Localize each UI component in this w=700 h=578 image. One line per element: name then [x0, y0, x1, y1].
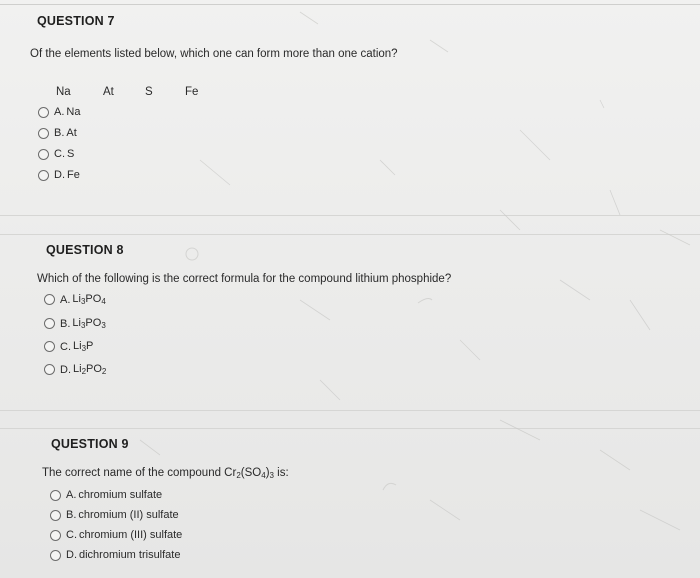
element-at: At	[103, 86, 114, 98]
option-letter: A.	[54, 106, 65, 118]
option-letter: C.	[66, 529, 77, 541]
option-letter: B.	[66, 509, 77, 521]
q9-option-c[interactable]	[50, 529, 182, 541]
option-letter: D.	[60, 363, 71, 376]
option-label: dichromium trisulfate	[79, 549, 181, 561]
q7-option-b[interactable]	[38, 127, 77, 139]
element-na: Na	[56, 86, 71, 98]
question-7-text: Of the elements listed below, which one can form more than one cation?	[30, 48, 398, 60]
q7-option-a[interactable]	[38, 106, 80, 118]
radio-icon[interactable]	[50, 490, 61, 501]
element-s: S	[145, 86, 153, 98]
section-divider	[0, 428, 700, 429]
option-label: chromium (II) sulfate	[78, 509, 179, 521]
question-7-title: QUESTION 7	[37, 14, 115, 28]
q8-option-a[interactable]	[44, 293, 106, 306]
option-letter: A.	[60, 293, 71, 306]
radio-icon[interactable]	[38, 128, 49, 139]
radio-icon[interactable]	[38, 149, 49, 160]
question-8-title: QUESTION 8	[46, 243, 124, 257]
option-label: Na	[66, 106, 81, 118]
element-fe: Fe	[185, 86, 199, 98]
radio-icon[interactable]	[44, 318, 55, 329]
option-label: chromium (III) sulfate	[79, 529, 183, 541]
section-divider	[0, 215, 700, 216]
radio-icon[interactable]	[50, 510, 61, 521]
radio-icon[interactable]	[50, 550, 61, 561]
q8-option-c[interactable]	[44, 340, 93, 353]
option-label: Fe	[67, 169, 80, 181]
option-letter: A.	[66, 489, 77, 501]
top-divider	[0, 4, 700, 5]
option-letter: B.	[54, 127, 65, 139]
q8-option-d[interactable]	[44, 363, 106, 376]
option-formula: $Li_3PO_3$	[72, 317, 106, 330]
question-9-text: The correct name of the compound $Cr_2(SO_4)_3$ is:	[42, 467, 289, 480]
q8-option-b[interactable]	[44, 317, 106, 330]
option-label: chromium sulfate	[78, 489, 163, 501]
radio-icon[interactable]	[44, 341, 55, 352]
radio-icon[interactable]	[38, 107, 49, 118]
option-formula: $Li_3PO_4$	[72, 293, 106, 306]
option-letter: B.	[60, 317, 71, 330]
option-letter: D.	[54, 169, 65, 181]
option-letter: C.	[54, 148, 65, 160]
option-formula: $Li_3P$	[73, 340, 94, 353]
option-label: S	[67, 148, 75, 160]
question-9-title: QUESTION 9	[51, 437, 129, 451]
question-8-text: Which of the following is the correct formula for the compound lithium phosphide?	[37, 273, 452, 285]
option-formula: $Li_2PO_2$	[73, 363, 107, 376]
q9-option-b[interactable]	[50, 509, 179, 521]
option-letter: C.	[60, 340, 71, 353]
section-divider	[0, 234, 700, 235]
radio-icon[interactable]	[44, 294, 55, 305]
q9-option-a[interactable]	[50, 489, 162, 501]
option-label: At	[66, 127, 77, 139]
q7-option-d[interactable]	[38, 169, 80, 181]
q7-option-c[interactable]	[38, 148, 74, 160]
radio-icon[interactable]	[38, 170, 49, 181]
radio-icon[interactable]	[44, 364, 55, 375]
section-divider	[0, 410, 700, 411]
q9-option-d[interactable]	[50, 549, 180, 561]
option-letter: D.	[66, 549, 77, 561]
radio-icon[interactable]	[50, 530, 61, 541]
